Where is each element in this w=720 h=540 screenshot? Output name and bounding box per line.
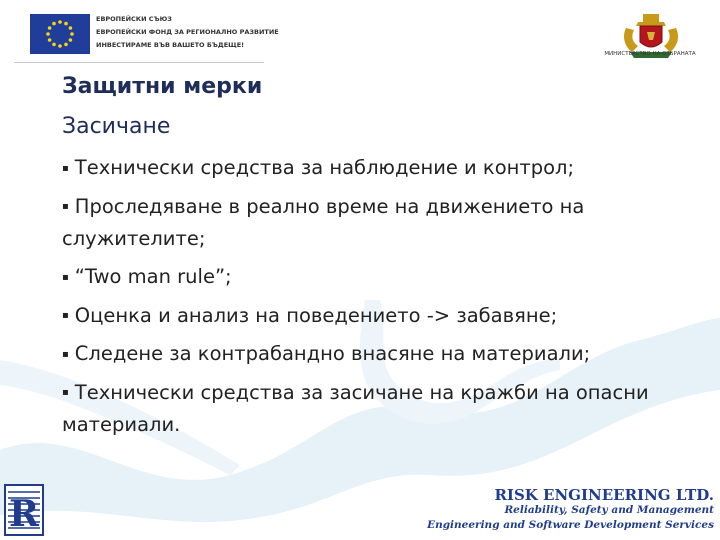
bullet-list [62,152,682,447]
list-item-text: Следене за контрабандно внасяне на материали; [74,342,591,365]
bulgarian-coat-of-arms-icon [616,8,686,66]
bullet-icon: ▪ [62,310,69,321]
logo-letter: R [9,493,39,535]
bullet-icon: ▪ [62,201,69,212]
list-item [62,300,682,333]
list-item [62,261,682,294]
bullet-icon: ▪ [62,271,69,283]
list-item [62,338,682,371]
company-tagline-1: Reliability, Safety and Management [504,504,714,516]
list-item-text: Технически средства за наблюдение и контрол; [74,156,575,179]
slide-subtitle: Засичане [62,114,171,139]
risk-engineering-logo-icon [4,484,44,536]
crest-caption: МИНИСТЕРСТВО НА ОТБРАНАТА [604,51,696,57]
company-name: RISK ENGINEERING LTD. [494,486,714,504]
bullet-icon: ▪ [62,387,69,398]
list-item-text: Технически средства за засичане на кражби на опасни материали. [62,380,649,436]
list-item [62,152,682,185]
company-tagline-2: Engineering and Software Development Services [427,519,714,531]
list-item [62,377,682,442]
eu-logo-block [14,10,279,60]
list-item-text: Проследяване в реално време на движението на служителите; [62,194,585,250]
eu-text [96,13,279,52]
slide-title: Защитни мерки [62,74,263,99]
list-item-text: Оценка и анализ на поведението -> забавяне; [74,303,558,327]
list-item [62,191,682,256]
eu-line-1: ЕВРОПЕЙСКИ СЪЮЗ [96,15,172,23]
bullet-icon: ▪ [62,162,69,174]
eu-flag-icon [30,14,90,54]
eu-stars-icon [30,14,90,54]
eu-line-3: ИНВЕСТИРАМЕ ВЪВ ВАШЕТО БЪДЕЩЕ! [96,41,245,49]
eu-line-2: ЕВРОПЕЙСКИ ФОНД ЗА РЕГИОНАЛНО РАЗВИТИЕ [96,28,279,36]
header-divider [14,62,264,63]
bullet-icon: ▪ [62,348,69,360]
list-item-text: “Two man rule”; [74,265,232,288]
